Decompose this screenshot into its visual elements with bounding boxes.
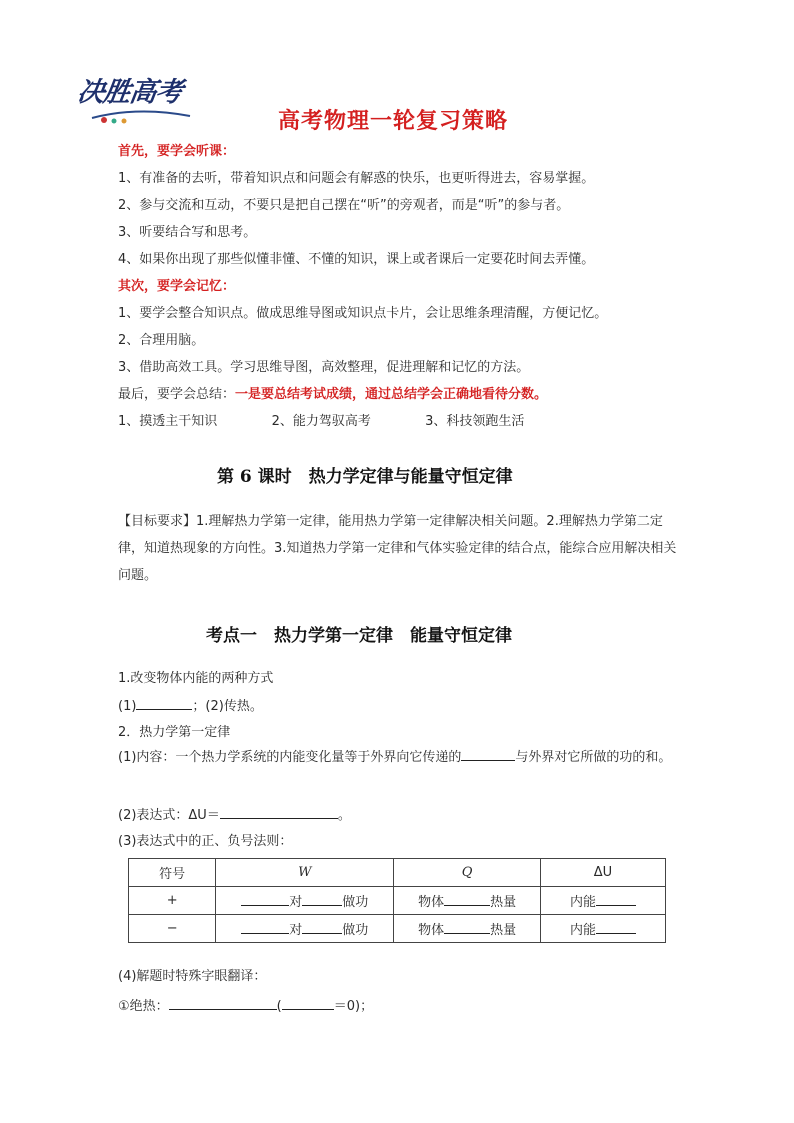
adiabatic-label: ①绝热： — [118, 999, 169, 1014]
section-heading-listen: 首先，要学会听课： — [118, 144, 236, 159]
expression-label: (2)表达式：ΔU＝ — [118, 808, 220, 823]
cell-text: 热量 — [490, 923, 517, 938]
answer-blank[interactable] — [596, 893, 636, 906]
sign-cell: − — [129, 915, 216, 943]
item-label: (1) — [118, 699, 137, 714]
content-text: (1)内容：一个热力学系统的内能变化量等于外界向它传递的 — [118, 750, 462, 765]
item-text: ；(2)传热。 — [192, 699, 263, 714]
content-text: 与外界对它所做的功的和。 — [515, 750, 672, 765]
cell-text: 对 — [289, 895, 303, 910]
cell-text: 物体 — [418, 895, 445, 910]
list-item: 2、参与交流和互动，不要只是把自己摆在“听”的旁观者，而是“听”的参与者。 — [118, 198, 570, 213]
cell-text: 内能 — [569, 923, 596, 938]
w-cell — [216, 915, 394, 943]
w-cell — [216, 887, 394, 915]
answer-blank[interactable] — [169, 997, 277, 1010]
table-header: ΔU — [540, 859, 665, 887]
item-title: 1.改变物体内能的两种方式 — [118, 671, 274, 686]
answer-blank[interactable] — [302, 893, 342, 906]
adiabatic-text: ( — [276, 999, 282, 1014]
goal-text: 1.理解热力学第一定律，能用热力学第一定律解决相关问题。2.理解热力学第二定律，知道热现象的方向性。3.知道热力学第一定律和气体实验定律的结合点，能综合应用解决相关问题。 — [118, 514, 677, 583]
summary-line — [118, 386, 547, 404]
lesson-title: 第 6 课时 热力学定律与能量守恒定律 — [217, 467, 513, 487]
content-paragraph — [118, 745, 680, 771]
adiabatic-text: ＝0)； — [333, 999, 374, 1014]
item-line — [118, 697, 263, 716]
logo — [75, 70, 198, 130]
cell-text: 热量 — [490, 895, 517, 910]
list-item: 3、听要结合写和思考。 — [118, 225, 257, 240]
answer-blank[interactable] — [241, 893, 289, 906]
table-header: W — [216, 859, 394, 887]
summary-emphasis: 一是要总结考试成绩，通过总结学会正确地看待分数。 — [235, 387, 548, 402]
sign-cell: + — [129, 887, 216, 915]
list-item: 3、借助高效工具。学习思维导图，高效整理，促进理解和记忆的方法。 — [118, 360, 530, 375]
expression-line — [118, 806, 351, 825]
answer-blank[interactable] — [444, 921, 490, 934]
answer-blank[interactable] — [220, 806, 338, 819]
cell-text: 物体 — [418, 923, 445, 938]
table-header: Q — [394, 859, 541, 887]
cell-text: 做功 — [342, 923, 369, 938]
u-cell — [540, 915, 665, 943]
cell-text: 对 — [289, 923, 303, 938]
goal-label: 【目标要求】 — [118, 514, 197, 529]
item-title: 2．热力学第一定律 — [118, 725, 231, 740]
answer-blank[interactable] — [282, 997, 334, 1010]
summary-item: 1、摸透主干知识 — [118, 414, 218, 429]
summary-lead: 最后，要学会总结： — [118, 387, 236, 402]
expression-end: 。 — [337, 808, 351, 823]
summary-items — [118, 413, 524, 431]
table-header: 符号 — [129, 859, 216, 887]
q-cell — [394, 915, 541, 943]
u-cell — [540, 887, 665, 915]
list-item: 1、有准备的去听，带着知识点和问题会有解惑的快乐，也更听得进去，容易掌握。 — [118, 171, 595, 186]
goal-paragraph — [118, 508, 680, 589]
q-cell — [394, 887, 541, 915]
answer-blank[interactable] — [136, 697, 192, 710]
answer-blank[interactable] — [596, 921, 636, 934]
summary-item: 2、能力驾驭高考 — [271, 414, 371, 429]
table-row — [129, 887, 666, 915]
list-item: 1、要学会整合知识点。做成思维导图或知识点卡片，会让思维条理清醒，方便记忆。 — [118, 306, 608, 321]
table-header-row — [129, 859, 666, 887]
topic-title: 考点一 热力学第一定律 能量守恒定律 — [206, 626, 512, 646]
answer-blank[interactable] — [461, 748, 515, 761]
logo-text: 决胜高考 — [75, 77, 184, 108]
table-row — [129, 915, 666, 943]
cell-text: 做功 — [342, 895, 369, 910]
sign-rule-table — [128, 858, 666, 943]
answer-blank[interactable] — [302, 921, 342, 934]
special-words-title: (4)解题时特殊字眼翻译： — [118, 969, 267, 984]
cell-text: 内能 — [569, 895, 596, 910]
adiabatic-line — [118, 997, 373, 1016]
answer-blank[interactable] — [444, 893, 490, 906]
section-heading-memory: 其次，要学会记忆： — [118, 279, 236, 294]
answer-blank[interactable] — [241, 921, 289, 934]
list-item: 2、合理用脑。 — [118, 333, 205, 348]
list-item: 4、如果你出现了那些似懂非懂、不懂的知识，课上或者课后一定要花时间去弄懂。 — [118, 252, 595, 267]
sign-rule-title: (3)表达式中的正、负号法则： — [118, 834, 293, 849]
summary-item: 3、科技领跑生活 — [425, 414, 525, 429]
page-title: 高考物理一轮复习策略 — [278, 109, 509, 134]
